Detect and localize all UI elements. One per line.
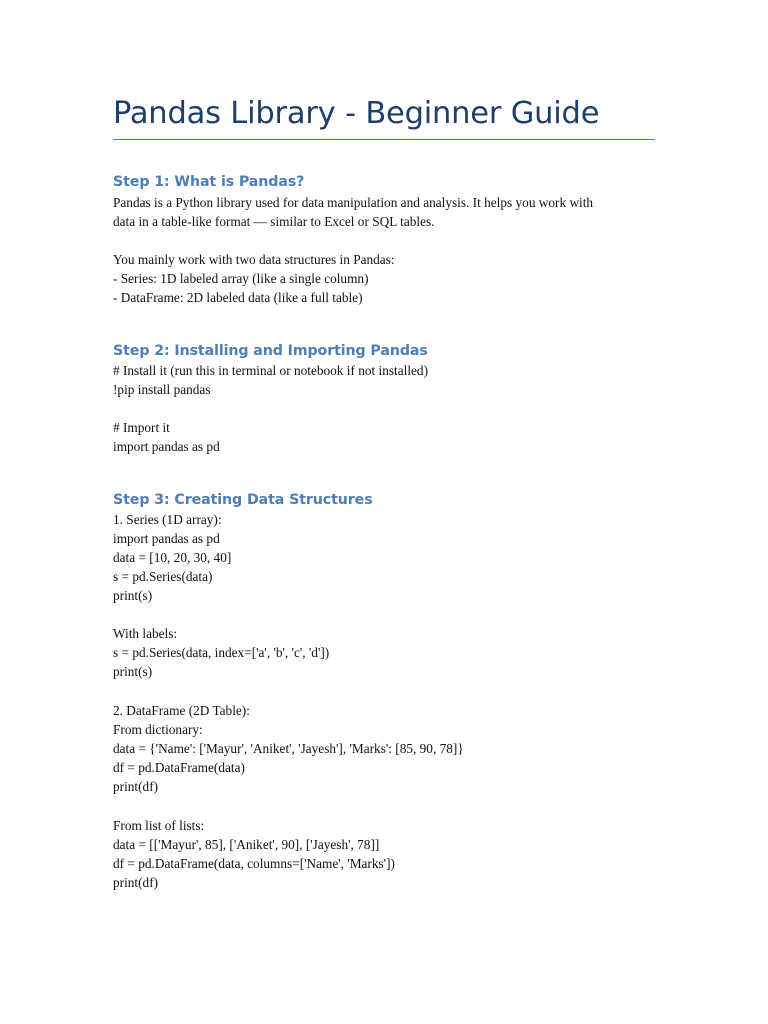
text-line: 2. DataFrame (2D Table): [113,703,250,718]
step-3-dataframe-list-code [113,816,655,892]
step-3-dataframe-dict-code [113,701,655,796]
text-line: data = [10, 20, 30, 40] [113,550,232,566]
step-2-install-code [113,361,655,399]
text-line: import pandas as pd [113,531,220,547]
title-divider [113,139,655,140]
text-line: df = pd.DataFrame(data, columns=['Name', 'Marks']) [113,856,395,872]
text-line: You mainly work with two data structures in Pandas: [113,252,395,267]
text-line: print(df) [113,875,159,891]
text-line: df = pd.DataFrame(data) [113,760,245,776]
step-3-series-labels-code [113,624,655,681]
step-1-paragraph-structures [113,250,655,307]
step-1-paragraph-intro [113,193,655,231]
text-line: !pip install pandas [113,382,211,398]
text-line: # Import it [113,420,170,435]
text-line: data = {'Name': ['Mayur', 'Aniket', 'Jayesh'], 'Marks': [85, 90, 78]} [113,741,464,757]
document-title: Pandas Library - Beginner Guide [113,96,600,131]
text-line: data = [['Mayur', 85], ['Aniket', 90], ['Jayesh', 78]] [113,837,380,853]
text-line: s = pd.Series(data, index=['a', 'b', 'c', 'd']) [113,645,330,661]
step-3-heading: Step 3: Creating Data Structures [113,492,373,508]
text-line: - DataFrame: 2D labeled data (like a full table) [113,290,363,306]
text-line: print(df) [113,779,159,795]
text-line: 1. Series (1D array): [113,512,222,527]
text-line: With labels: [113,626,178,641]
text-line: From list of lists: [113,818,205,833]
step-2-import-code [113,418,655,456]
text-line: print(s) [113,588,153,604]
text-line: print(s) [113,664,153,680]
text-line: Pandas is a Python library used for data manipulation and analysis. It helps you work with [113,195,594,210]
step-1-heading: Step 1: What is Pandas? [113,174,305,190]
text-line: import pandas as pd [113,439,220,455]
step-3-series-code [113,510,655,605]
text-line: From dictionary: [113,722,203,738]
text-line: - Series: 1D labeled array (like a single column) [113,271,369,287]
text-line: # Install it (run this in terminal or notebook if not installed) [113,363,429,378]
document-page [113,0,655,1024]
text-line: s = pd.Series(data) [113,569,213,585]
text-line: data in a table-like format — similar to Excel or SQL tables. [113,214,435,230]
step-2-heading: Step 2: Installing and Importing Pandas [113,343,428,359]
